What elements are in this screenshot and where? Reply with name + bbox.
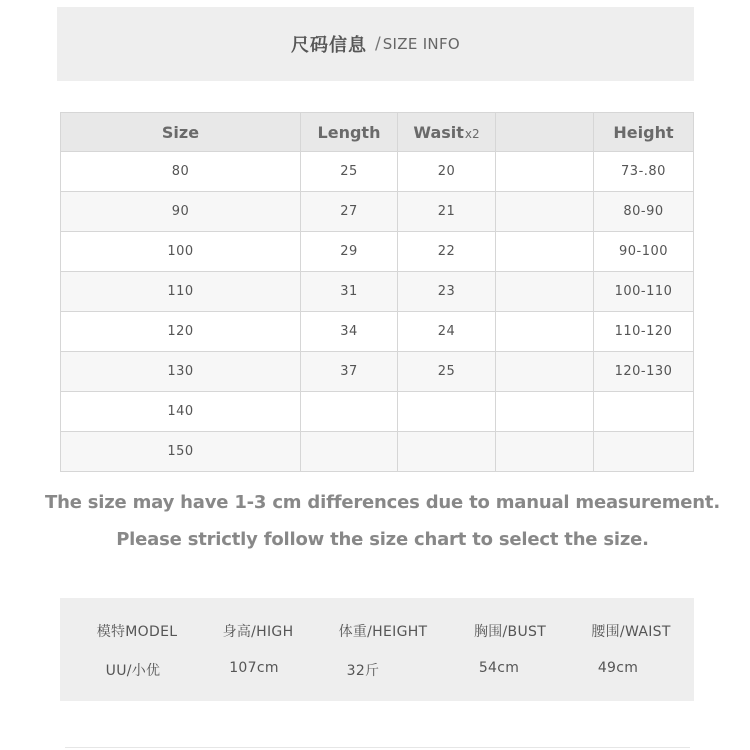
model-header-waist: 腰围/WAIST (591, 624, 671, 640)
cell-height (594, 392, 694, 432)
cell-length: 29 (301, 232, 398, 272)
table-row (61, 392, 694, 432)
cell-waist: 20 (398, 152, 496, 192)
cell-waist: 22 (398, 232, 496, 272)
cell-size: 100 (61, 232, 301, 272)
table-row (61, 432, 694, 472)
cell-size: 120 (61, 312, 301, 352)
cell-height: 90-100 (594, 232, 694, 272)
cell-waist: 21 (398, 192, 496, 232)
col-header-size: Size (61, 113, 301, 152)
model-value-waist: 49cm (597, 660, 639, 676)
model-value-name: UU/小优 (105, 663, 161, 679)
cell-height (594, 432, 694, 472)
cell-blank (496, 432, 594, 472)
model-info-box (60, 598, 694, 701)
header-title-en: SIZE INFO (382, 35, 460, 53)
model-header-weight: 体重/HEIGHT (338, 624, 428, 640)
col-header-height: Height (594, 113, 694, 152)
cell-blank (496, 192, 594, 232)
cell-blank (496, 232, 594, 272)
cell-size: 150 (61, 432, 301, 472)
cell-waist: 23 (398, 272, 496, 312)
model-header-model: 模特MODEL (96, 624, 178, 640)
cell-waist: 24 (398, 312, 496, 352)
cell-height: 120-130 (594, 352, 694, 392)
cell-blank (496, 312, 594, 352)
header-slash: / (375, 34, 381, 54)
model-value-weight: 32斤 (346, 663, 380, 679)
table-row (61, 352, 694, 392)
cell-height: 100-110 (594, 272, 694, 312)
cell-length: 25 (301, 152, 398, 192)
cell-length: 31 (301, 272, 398, 312)
model-values-row (60, 660, 694, 680)
col-header-waist-label: Wasit (413, 122, 464, 142)
model-header-row (60, 621, 694, 641)
size-chart-note: Please strictly follow the size chart to select the size. (116, 529, 649, 550)
cell-height: 73-.80 (594, 152, 694, 192)
cell-height: 80-90 (594, 192, 694, 232)
model-value-height: 107cm (229, 660, 279, 676)
cell-size: 110 (61, 272, 301, 312)
cell-waist (398, 392, 496, 432)
cell-length: 27 (301, 192, 398, 232)
cell-length: 37 (301, 352, 398, 392)
col-header-length: Length (301, 113, 398, 152)
col-header-waist (398, 113, 496, 152)
cell-size: 130 (61, 352, 301, 392)
table-row (61, 152, 694, 192)
cell-height: 110-120 (594, 312, 694, 352)
cell-size: 140 (61, 392, 301, 432)
size-table-header-row (61, 113, 694, 152)
table-row (61, 192, 694, 232)
cell-length (301, 432, 398, 472)
cell-size: 80 (61, 152, 301, 192)
model-header-bust: 胸围/BUST (473, 624, 547, 640)
cell-size: 90 (61, 192, 301, 232)
cell-waist (398, 432, 496, 472)
table-row (61, 232, 694, 272)
cell-length: 34 (301, 312, 398, 352)
model-value-bust: 54cm (478, 660, 520, 676)
cell-blank (496, 152, 594, 192)
size-table (60, 112, 694, 472)
col-header-blank (496, 113, 594, 152)
col-header-waist-suffix: x2 (464, 126, 480, 141)
divider (65, 747, 690, 748)
cell-waist: 25 (398, 352, 496, 392)
header-title-cn: 尺码信息 (291, 35, 367, 56)
measurement-note: The size may have 1-3 cm differences due to manual measurement. (45, 492, 720, 513)
size-info-header (57, 7, 694, 81)
table-row (61, 272, 694, 312)
cell-blank (496, 352, 594, 392)
cell-length (301, 392, 398, 432)
cell-blank (496, 392, 594, 432)
cell-blank (496, 272, 594, 312)
model-header-height: 身高/HIGH (222, 624, 294, 640)
table-row (61, 312, 694, 352)
